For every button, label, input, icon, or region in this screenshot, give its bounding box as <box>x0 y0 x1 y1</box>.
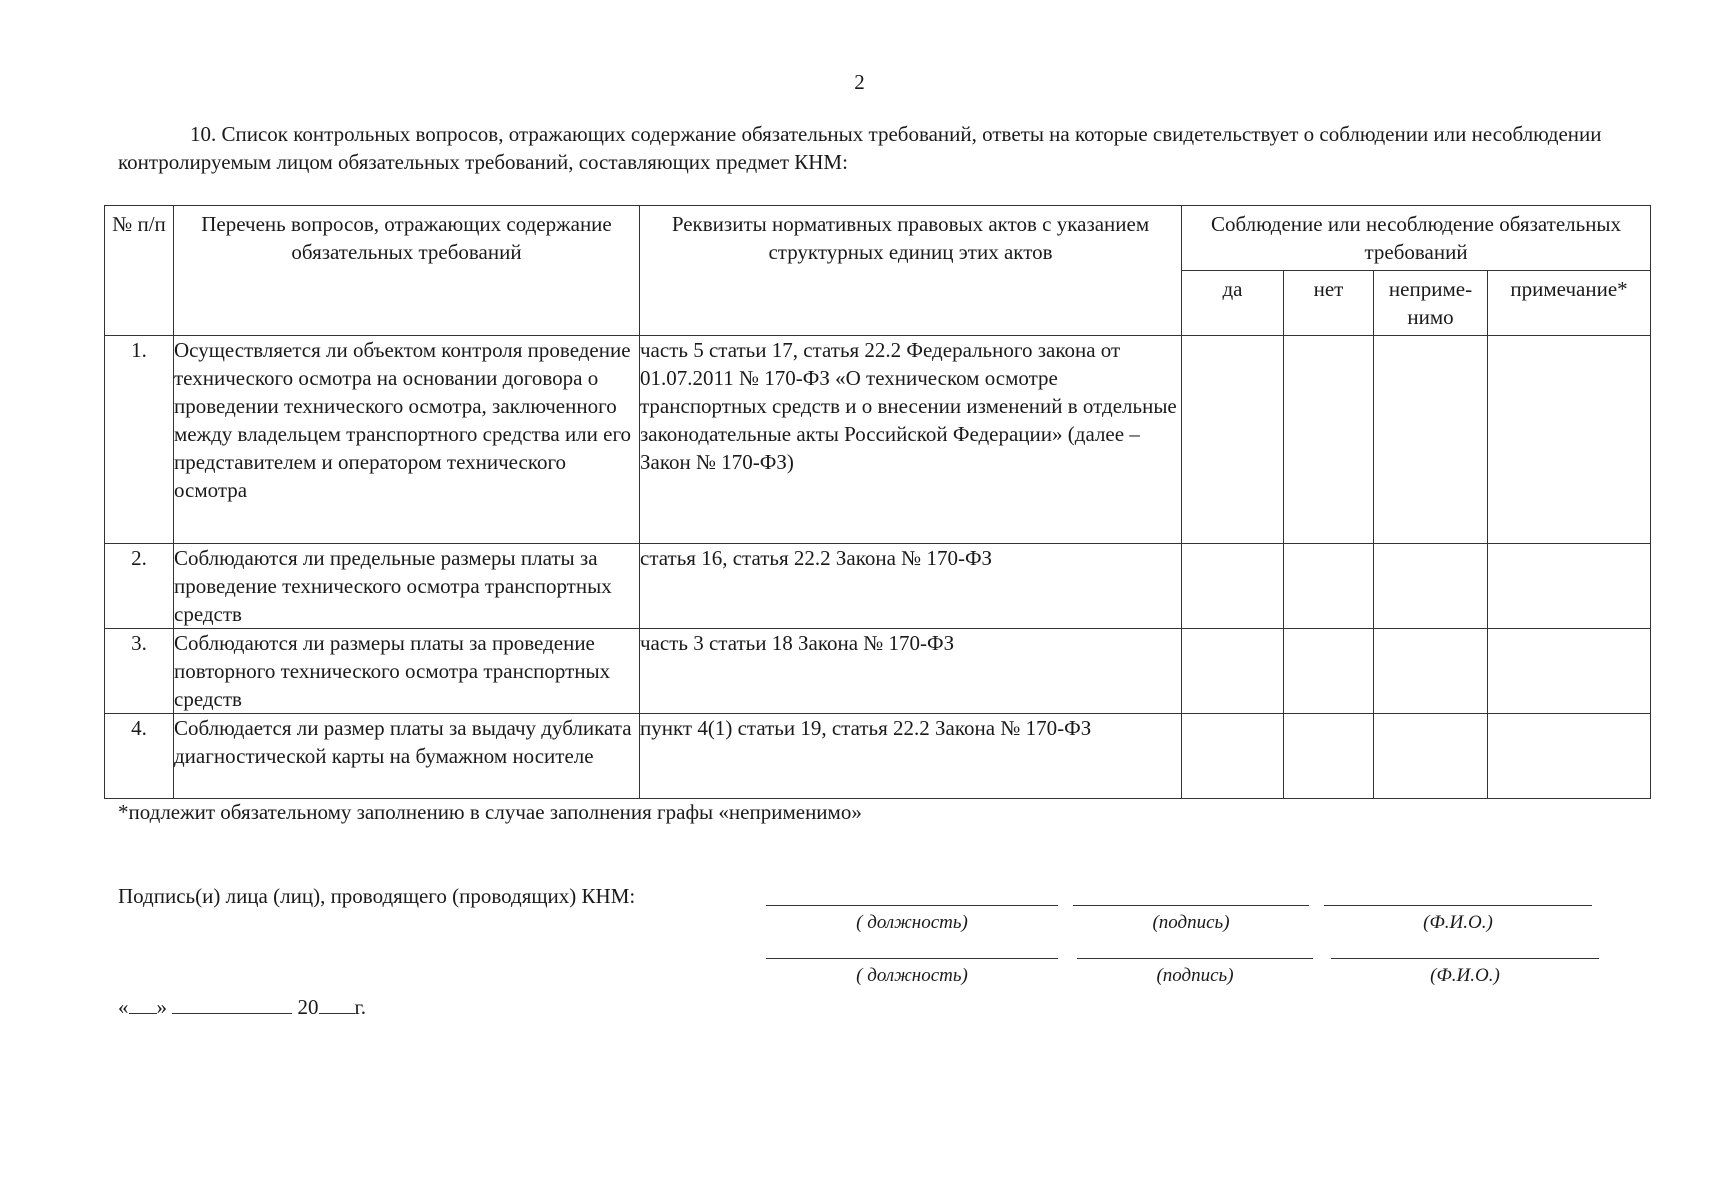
signature-label: Подпись(и) лица (лиц), проводящего (проводящих) КНМ: <box>118 884 636 908</box>
header-requisites: Реквизиты нормативных правовых актов с указанием структурных единиц этих актов <box>640 206 1182 336</box>
row-question: Соблюдаются ли размеры платы за проведение повторного технического осмотра транспортных средств <box>174 629 640 714</box>
date-line <box>118 995 366 1020</box>
cell-yes[interactable] <box>1182 544 1284 629</box>
cell-yes[interactable] <box>1182 629 1284 714</box>
row-number: 3. <box>105 629 174 714</box>
row-question: Соблюдается ли размер платы за выдачу дубликата диагностической карты на бумажном носителе <box>174 714 640 799</box>
header-yes: да <box>1182 271 1284 336</box>
cell-not-applicable[interactable] <box>1374 544 1488 629</box>
cell-note[interactable] <box>1488 714 1651 799</box>
cell-not-applicable[interactable] <box>1374 336 1488 544</box>
signature-line-2[interactable] <box>1077 958 1313 959</box>
table-row <box>105 336 1651 544</box>
signature-caption: (подпись) <box>1152 912 1230 933</box>
name-line-1[interactable] <box>1324 905 1592 906</box>
cell-no[interactable] <box>1284 629 1374 714</box>
page-number: 2 <box>854 70 865 94</box>
cell-yes[interactable] <box>1182 714 1284 799</box>
row-reference: статья 16, статья 22.2 Закона № 170-ФЗ <box>640 544 1182 629</box>
year-prefix: 20 <box>297 995 319 1019</box>
row-reference: часть 5 статьи 17, статья 22.2 Федерального закона от 01.07.2011 № 170-ФЗ «О техническом осмотре транспортных средств и о внесении изменений в отдельные законодательные акты Российской Федерации» (далее – Закон № 170-ФЗ) <box>640 336 1182 544</box>
header-compliance: Соблюдение или несоблюдение обязательных требований <box>1182 206 1651 271</box>
header-no: нет <box>1284 271 1374 336</box>
row-reference: пункт 4(1) статьи 19, статья 22.2 Закона № 170-ФЗ <box>640 714 1182 799</box>
header-questions: Перечень вопросов, отражающих содержание обязательных требований <box>174 206 640 336</box>
row-number: 1. <box>105 336 174 544</box>
cell-yes[interactable] <box>1182 336 1284 544</box>
header-not-applicable: неприме-нимо <box>1374 271 1488 336</box>
cell-not-applicable[interactable] <box>1374 629 1488 714</box>
name-caption: (Ф.И.О.) <box>1423 912 1493 933</box>
cell-not-applicable[interactable] <box>1374 714 1488 799</box>
date-open-quote: « <box>118 995 129 1019</box>
cell-note[interactable] <box>1488 629 1651 714</box>
checklist-table <box>104 205 1651 799</box>
header-note: примечание* <box>1488 271 1651 336</box>
position-line-2[interactable] <box>766 958 1058 959</box>
footnote: *подлежит обязательному заполнению в случае заполнения графы «неприменимо» <box>118 800 862 824</box>
row-number: 2. <box>105 544 174 629</box>
year-suffix: г. <box>354 995 366 1019</box>
row-number: 4. <box>105 714 174 799</box>
intro-paragraph <box>118 120 1658 176</box>
header-num: № п/п <box>105 206 174 336</box>
row-reference: часть 3 статьи 18 Закона № 170-ФЗ <box>640 629 1182 714</box>
cell-no[interactable] <box>1284 336 1374 544</box>
name-line-2[interactable] <box>1331 958 1599 959</box>
name-caption: (Ф.И.О.) <box>1430 965 1500 986</box>
year-blank[interactable] <box>319 995 355 1014</box>
cell-note[interactable] <box>1488 336 1651 544</box>
date-close-quote: » <box>156 995 167 1019</box>
cell-no[interactable] <box>1284 544 1374 629</box>
cell-note[interactable] <box>1488 544 1651 629</box>
signature-caption: (подпись) <box>1156 965 1234 986</box>
month-blank[interactable] <box>172 995 292 1014</box>
cell-no[interactable] <box>1284 714 1374 799</box>
row-question: Осуществляется ли объектом контроля проведение технического осмотра на основании договора о проведении технического осмотра, заключенного между владельцем транспортного средства или его представителем и оператором технического осмотра <box>174 336 640 544</box>
position-line-1[interactable] <box>766 905 1058 906</box>
table-row <box>105 544 1651 629</box>
intro-text: 10. Список контрольных вопросов, отражающих содержание обязательных требований, ответы на которые свидетельствует о соблюдении или несоблюдении контролируемым лицом обязательных требований, составляющих предмет КНМ: <box>118 122 1602 174</box>
table-row <box>105 714 1651 799</box>
position-caption: ( должность) <box>856 965 968 986</box>
table-row <box>105 629 1651 714</box>
day-blank[interactable] <box>129 995 157 1014</box>
signature-line-1[interactable] <box>1073 905 1309 906</box>
position-caption: ( должность) <box>856 912 968 933</box>
row-question: Соблюдаются ли предельные размеры платы за проведение технического осмотра транспортных средств <box>174 544 640 629</box>
